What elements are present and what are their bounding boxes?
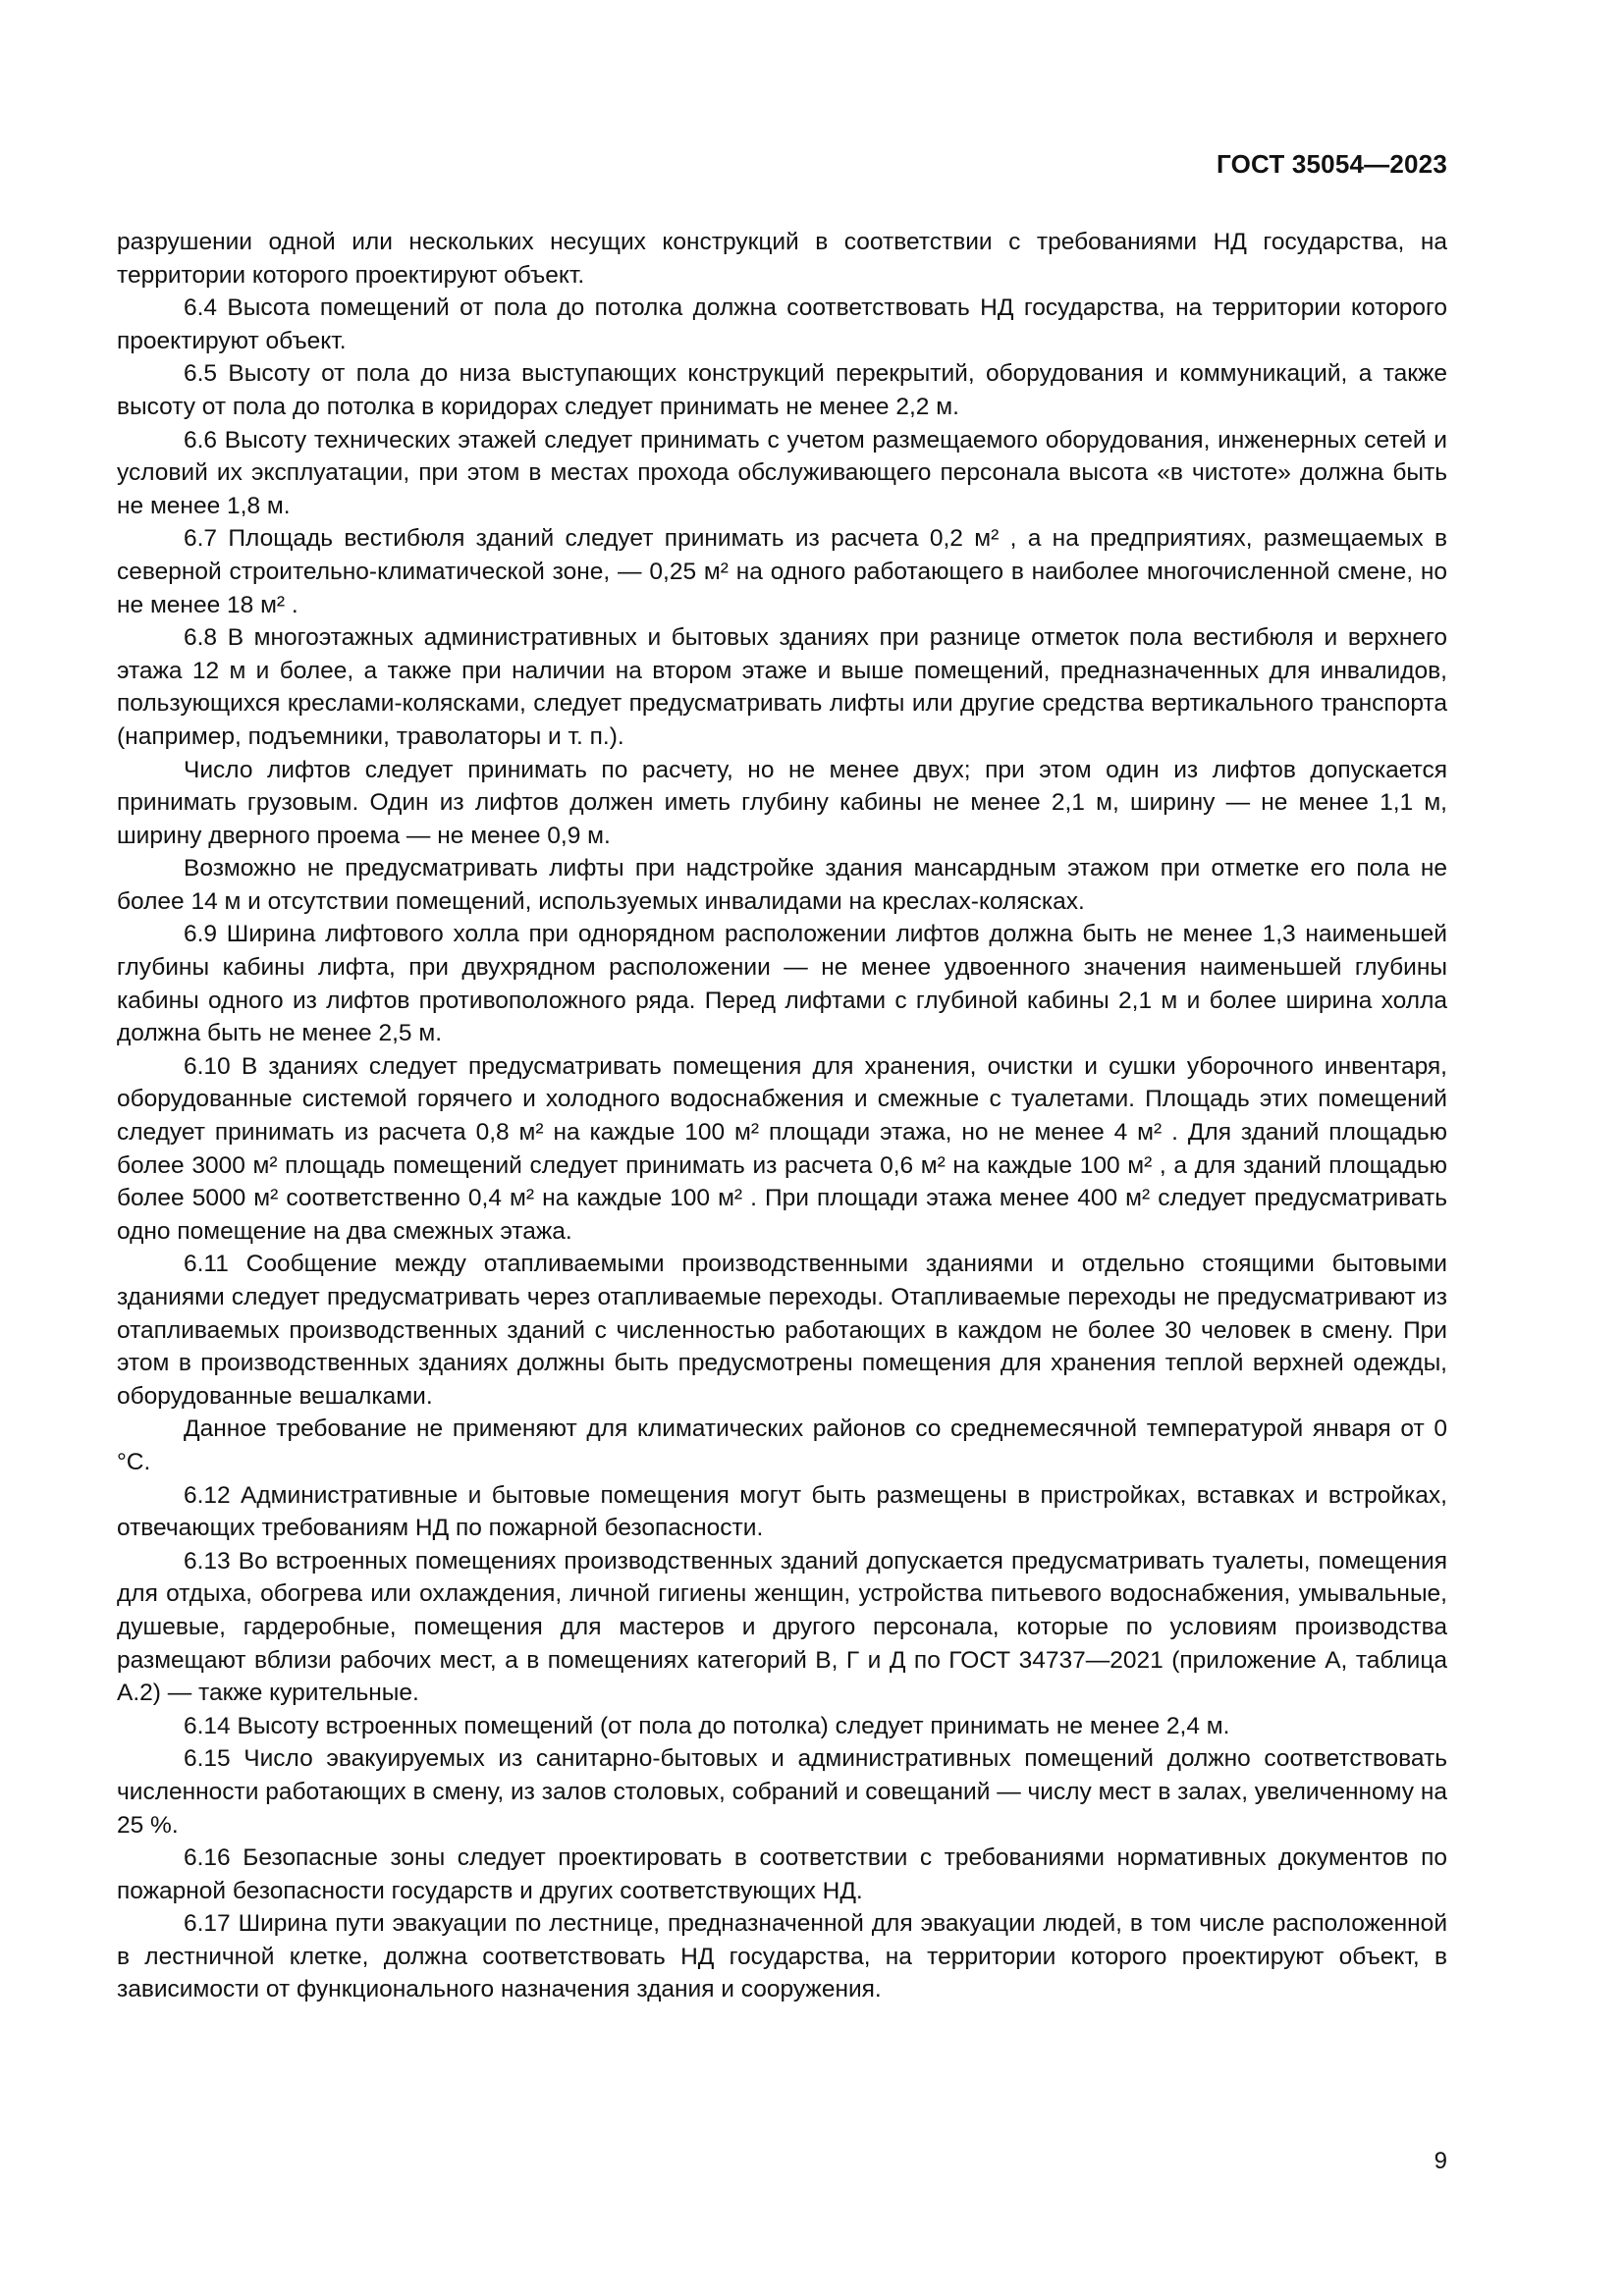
paragraph-6-17: 6.17 Ширина пути эвакуации по лестнице, предназначенной для эвакуации людей, в том числе расположенной в лестничной клетке, должна соответствовать НД государства, на территории которого проектируют объект, в зависимости от функционального назначения здания и сооружения.: [117, 1910, 1447, 2003]
paragraph-6-14: 6.14 Высоту встроенных помещений (от пола до потолка) следует принимать не менее 2,4 м.: [184, 1712, 1230, 1739]
paragraph-continuation: разрушении одной или нескольких несущих конструкций в соответствии с требованиями НД государства, на территории которого проектируют объект.: [117, 229, 1447, 289]
paragraph-6-13: 6.13 Во встроенных помещениях производственных зданий допускается предусматривать туалеты, помещения для отдыха, обогрева или охлаждения, личной гигиены женщин, устройства питьевого водоснабжения, умывальные, душевые, гардеробные, помещения для мастеров и другого персонала, которые по условиям производства размещают вблизи рабочих мест, а в помещениях категорий В, Г и Д по ГОСТ 34737—2021 (приложение А, таблица А.2) — также курительные.: [117, 1547, 1447, 1707]
paragraph-6-7: 6.7 Площадь вестибюля зданий следует принимать из расчета 0,2 м² , а на предприятиях, размещаемых в северной строительно-климатической зоне, — 0,25 м² на одного работающего в наиболее многочисленной смене, но не менее 18 м² .: [117, 525, 1447, 618]
paragraph-6-10: 6.10 В зданиях следует предусматривать помещения для хранения, очистки и сушки уборочного инвентаря, оборудованные системой горячего и холодного водоснабжения и смежные с туалетами. Площадь этих помещений следует принимать из расчета 0,8 м² на каждые 100 м² площади этажа, но не менее 4 м² . Для зданий площадью более 3000 м² площадь помещений следует принимать из расчета 0,6 м² на каждые 100 м² , а для зданий площадью более 5000 м² соответственно 0,4 м² на каждые 100 м² . При площади этажа менее 400 м² следует предусматривать одно помещение на два смежных этажа.: [117, 1052, 1447, 1245]
paragraph-6-5: 6.5 Высоту от пола до низа выступающих конструкций перекрытий, оборудования и коммуникаций, а также высоту от пола до потолка в коридорах следует принимать не менее 2,2 м.: [117, 360, 1447, 420]
paragraph-6-9: 6.9 Ширина лифтового холла при однорядном расположении лифтов должна быть не менее 1,3 наименьшей глубины кабины лифта, при двухрядном расположении — не менее удвоенного значения наименьшей глубины кабины одного из лифтов противоположного ряда. Перед лифтами с глубиной кабины 2,1 м и более ширина холла должна быть не менее 2,5 м.: [117, 921, 1447, 1047]
paragraph-6-12: 6.12 Административные и бытовые помещения могут быть размещены в пристройках, вставках и встройках, отвечающих требованиям НД по пожарной безопасности.: [117, 1481, 1447, 1542]
paragraph-6-8: 6.8 В многоэтажных административных и бытовых зданиях при разнице отметок пола вестибюля и верхнего этажа 12 м и более, а также при наличии на втором этаже и выше помещений, предназначенных для инвалидов, пользующихся креслами-колясками, следует предусматривать лифты или другие средства вертикального транспорта (например, подъемники, траволаторы и т. п.).: [117, 624, 1447, 750]
page-number: 9: [1434, 2148, 1447, 2174]
paragraph-6-8-mansard: Возможно не предусматривать лифты при надстройке здания мансардным этажом при отметке его пола не более 14 м и отсутствии помещений, используемых инвалидами на креслах-колясках.: [117, 855, 1447, 915]
paragraph-6-8-lifts-count: Число лифтов следует принимать по расчету, но не менее двух; при этом один из лифтов допускается принимать грузовым. Один из лифтов должен иметь глубину кабины не менее 2,1 м, ширину — не менее 1,1 м, ширину дверного проема — не менее 0,9 м.: [117, 756, 1447, 849]
paragraph-6-6: 6.6 Высоту технических этажей следует принимать с учетом размещаемого оборудования, инженерных сетей и условий их эксплуатации, при этом в местах прохода обслуживающего персонала высота «в чистоте» должна быть не менее 1,8 м.: [117, 426, 1447, 519]
paragraph-6-11-climate: Данное требование не применяют для климатических районов со среднемесячной температурой января от 0 °С.: [117, 1415, 1447, 1475]
document-body: [117, 226, 1447, 2006]
document-code-header: ГОСТ 35054—2023: [1217, 149, 1447, 179]
paragraph-6-11: 6.11 Сообщение между отапливаемыми производственными зданиями и отдельно стоящими бытовыми зданиями следует предусматривать через отапливаемые переходы. Отапливаемые переходы не предусматривают из отапливаемых производственных зданий с численностью работающих в каждом не более 30 человек в смену. При этом в производственных зданиях должны быть предусмотрены помещения для хранения теплой верхней одежды, оборудованные вешалками.: [117, 1251, 1447, 1410]
paragraph-6-16: 6.16 Безопасные зоны следует проектировать в соответствии с требованиями нормативных документов по пожарной безопасности государств и других соответствующих НД.: [117, 1844, 1447, 1904]
paragraph-6-15: 6.15 Число эвакуируемых из санитарно-бытовых и административных помещений должно соответствовать численности работающих в смену, из залов столовых, собраний и совещаний — числу мест в залах, увеличенному на 25 %.: [117, 1745, 1447, 1839]
paragraph-6-4: 6.4 Высота помещений от пола до потолка должна соответствовать НД государства, на территории которого проектируют объект.: [117, 294, 1447, 354]
